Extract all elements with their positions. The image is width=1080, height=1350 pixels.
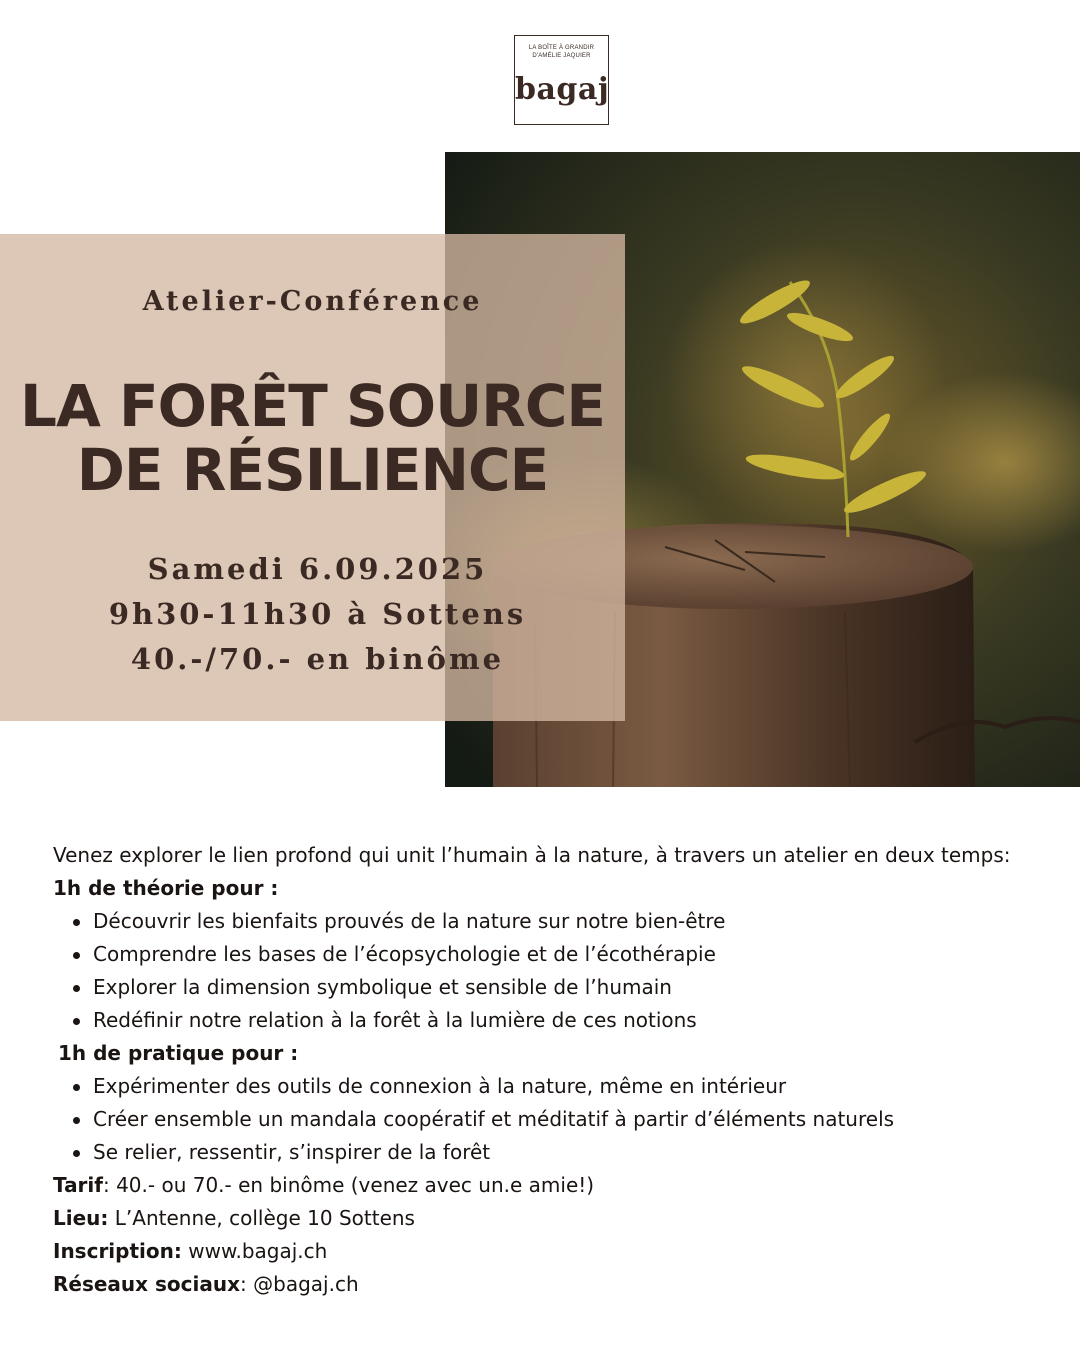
title-line-2: DE RÉSILIENCE	[76, 436, 549, 504]
list-item: Expérimenter des outils de connexion à la nature, même en intérieur	[93, 1070, 1063, 1103]
tarif-label: Tarif	[53, 1173, 103, 1197]
reseaux-label: Réseaux sociaux	[53, 1272, 241, 1296]
title-panel	[0, 234, 625, 721]
tarif-line	[53, 1169, 1063, 1202]
intro-text: Venez explorer le lien profond qui unit l’humain à la nature, à travers un atelier en deux temps:	[53, 843, 1011, 867]
practice-heading: 1h de pratique pour :	[58, 1041, 299, 1065]
event-time-place: 9h30-11h30 à Sottens	[108, 597, 527, 631]
list-item: Se relier, ressentir, s’inspirer de la forêt	[93, 1136, 1063, 1169]
event-details	[0, 547, 635, 682]
event-price: 40.-/70.- en binôme	[130, 642, 505, 676]
lieu-value: L’Antenne, collège 10 Sottens	[108, 1206, 415, 1230]
title-line-1: LA FORÊT SOURCE	[19, 372, 606, 440]
reseaux-line	[53, 1268, 1063, 1301]
description	[53, 839, 1063, 1301]
event-title	[0, 374, 625, 502]
reseaux-handle[interactable]: : @bagaj.ch	[240, 1272, 359, 1296]
inscription-link[interactable]: www.bagaj.ch	[181, 1239, 328, 1263]
list-item: Redéfinir notre relation à la forêt à la lumière de ces notions	[93, 1004, 1063, 1037]
event-type: Atelier-Conférence	[142, 286, 483, 317]
list-item: Créer ensemble un mandala coopératif et méditatif à partir d’éléments naturels	[93, 1103, 1063, 1136]
inscription-label: Inscription:	[53, 1239, 182, 1263]
logo-brand: bagaj	[515, 72, 610, 107]
list-item: Explorer la dimension symbolique et sensible de l’humain	[93, 971, 1063, 1004]
list-item: Comprendre les bases de l’écopsychologie et de l’écothérapie	[93, 938, 1063, 971]
tarif-value: : 40.- ou 70.- en binôme (venez avec un.e amie!)	[102, 1173, 595, 1197]
logo-tagline-line2: D'AMÉLIE JAQUIER	[532, 53, 591, 59]
theory-list	[53, 905, 1063, 1037]
logo-tagline-line1: LA BOÎTE À GRANDIR	[528, 45, 595, 51]
logo-tagline	[515, 44, 608, 60]
practice-list	[53, 1070, 1063, 1169]
bagaj-logo	[514, 35, 609, 125]
list-item: Découvrir les bienfaits prouvés de la nature sur notre bien-être	[93, 905, 1063, 938]
event-date: Samedi 6.09.2025	[147, 552, 488, 586]
lieu-line	[53, 1202, 1063, 1235]
inscription-line	[53, 1235, 1063, 1268]
lieu-label: Lieu:	[53, 1206, 109, 1230]
theory-heading: 1h de théorie pour :	[53, 876, 279, 900]
